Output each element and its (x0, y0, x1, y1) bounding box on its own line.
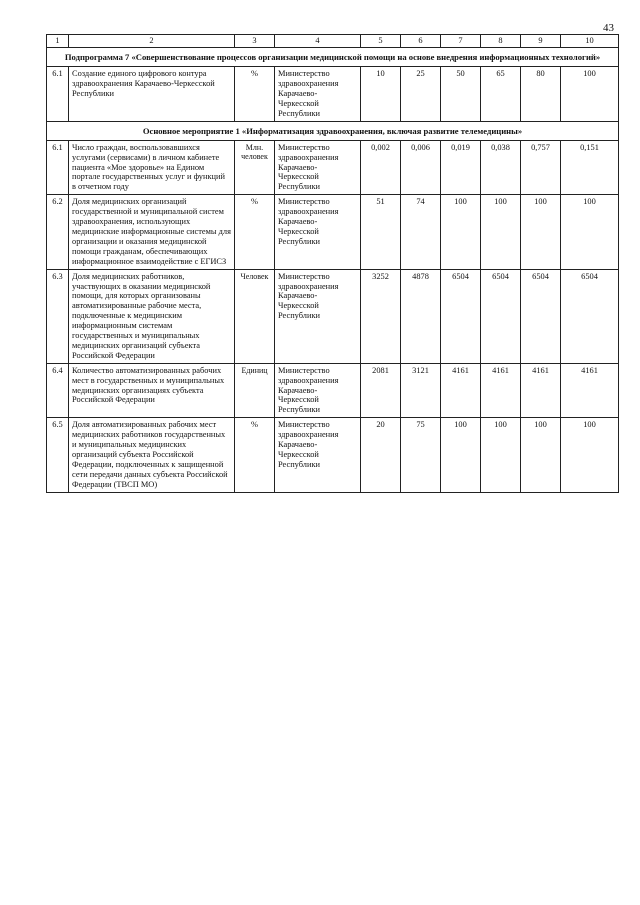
indicator-name: Число граждан, воспользовавшихся услугами (сервисами) в личном кабинете пациента «Мое здоровье» на Едином портале государственных услуг и функций в отчетном году (69, 140, 235, 195)
activity-title: Основное мероприятие 1 «Информатизация здравоохранения, включая развитие телемедицины» (47, 121, 619, 140)
value-col9: 100 (521, 195, 561, 269)
unit: Единиц (235, 363, 275, 418)
value-col6: 25 (401, 67, 441, 122)
activity-row (47, 121, 619, 140)
value-col6: 0,006 (401, 140, 441, 195)
table-row (47, 140, 619, 195)
subprogram-title: Подпрограмма 7 «Совершенствование процессов организации медицинской помощи на основе внедрения информационных технологий» (47, 47, 619, 66)
column-header: 4 (275, 35, 361, 48)
table-row (47, 363, 619, 418)
subprogram-row (47, 47, 619, 66)
indicator-name: Доля медицинских работников, участвующих в оказании медицинской помощи, для которых организованы автоматизированные рабочие места, подключенные к медицинским информационным системам государственных и муниципальных медицинских организаций субъекта Российской Федерации (69, 269, 235, 363)
indicator-name: Количество автоматизированных рабочих мест в государственных и муниципальных медицинских организациях субъекта Российской Федерации (69, 363, 235, 418)
indicators-table-sheet (46, 34, 618, 493)
value-col8: 4161 (481, 363, 521, 418)
column-header: 2 (69, 35, 235, 48)
value-col7: 100 (441, 418, 481, 492)
column-header: 3 (235, 35, 275, 48)
row-number: 6.4 (47, 363, 69, 418)
table-row (47, 418, 619, 492)
column-header: 7 (441, 35, 481, 48)
value-col9: 4161 (521, 363, 561, 418)
value-col5: 51 (361, 195, 401, 269)
responsible-org: Министерство здравоохранения Карачаево-Черкесской Республики (275, 67, 361, 122)
value-col5: 3252 (361, 269, 401, 363)
column-header: 9 (521, 35, 561, 48)
row-number: 6.3 (47, 269, 69, 363)
value-col10: 100 (561, 418, 619, 492)
value-col10: 100 (561, 67, 619, 122)
value-col10: 0,151 (561, 140, 619, 195)
value-col7: 100 (441, 195, 481, 269)
row-number: 6.5 (47, 418, 69, 492)
indicators-table (46, 34, 619, 493)
indicator-name: Доля медицинских организаций государственной и муниципальной систем здравоохранения, использующих медицинские информационные системы для организации и оказания медицинской помощи гражданам, обеспечивающих информационное взаимодействие с ЕГИСЗ (69, 195, 235, 269)
column-header: 5 (361, 35, 401, 48)
column-header: 1 (47, 35, 69, 48)
value-col7: 6504 (441, 269, 481, 363)
value-col5: 10 (361, 67, 401, 122)
value-col5: 2081 (361, 363, 401, 418)
indicator-name: Создание единого цифрового контура здравоохранения Карачаево-Черкесской Республики (69, 67, 235, 122)
column-header: 8 (481, 35, 521, 48)
value-col6: 3121 (401, 363, 441, 418)
unit: Млн. человек (235, 140, 275, 195)
row-number: 6.1 (47, 67, 69, 122)
value-col6: 74 (401, 195, 441, 269)
value-col8: 100 (481, 418, 521, 492)
responsible-org: Министерство здравоохранения Карачаево-Черкесской Республики (275, 195, 361, 269)
value-col8: 6504 (481, 269, 521, 363)
unit: % (235, 195, 275, 269)
column-number-row (47, 35, 619, 48)
table-row (47, 195, 619, 269)
value-col7: 0,019 (441, 140, 481, 195)
value-col10: 100 (561, 195, 619, 269)
value-col5: 0,002 (361, 140, 401, 195)
indicator-name: Доля автоматизированных рабочих мест медицинских работников государственных и муниципальных медицинских организаций субъекта Российской Федерации, подключенных к защищенной сети передачи данных субъекта Российской Федерации (ТВСП МО) (69, 418, 235, 492)
table-row (47, 269, 619, 363)
value-col6: 4878 (401, 269, 441, 363)
responsible-org: Министерство здравоохранения Карачаево-Черкесской Республики (275, 418, 361, 492)
value-col9: 80 (521, 67, 561, 122)
unit: % (235, 67, 275, 122)
column-header: 10 (561, 35, 619, 48)
value-col8: 65 (481, 67, 521, 122)
value-col5: 20 (361, 418, 401, 492)
value-col7: 50 (441, 67, 481, 122)
value-col10: 6504 (561, 269, 619, 363)
value-col7: 4161 (441, 363, 481, 418)
value-col8: 0,038 (481, 140, 521, 195)
value-col9: 100 (521, 418, 561, 492)
responsible-org: Министерство здравоохранения Карачаево-Черкесской Республики (275, 140, 361, 195)
value-col8: 100 (481, 195, 521, 269)
value-col9: 0,757 (521, 140, 561, 195)
value-col6: 75 (401, 418, 441, 492)
column-header: 6 (401, 35, 441, 48)
table-row (47, 67, 619, 122)
value-col9: 6504 (521, 269, 561, 363)
row-number: 6.2 (47, 195, 69, 269)
responsible-org: Министерство здравоохранения Карачаево-Черкесской Республики (275, 269, 361, 363)
row-number: 6.1 (47, 140, 69, 195)
page-number: 43 (603, 22, 614, 34)
value-col10: 4161 (561, 363, 619, 418)
unit: Человек (235, 269, 275, 363)
responsible-org: Министерство здравоохранения Карачаево-Черкесской Республики (275, 363, 361, 418)
unit: % (235, 418, 275, 492)
